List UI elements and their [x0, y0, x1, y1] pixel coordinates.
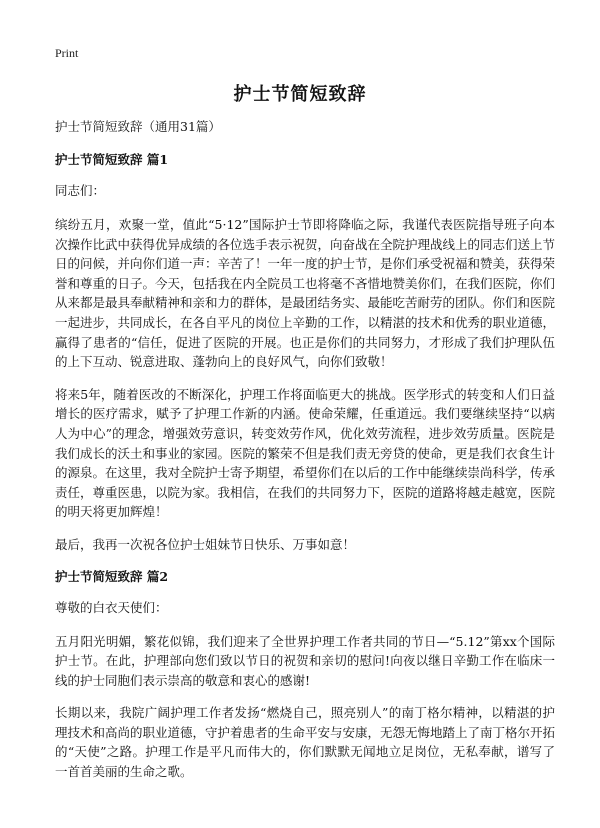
- section-heading: 护士节简短致辞 篇2: [55, 568, 169, 584]
- section-greeting: 尊敬的白衣天使们：: [55, 599, 168, 615]
- section-1: [55, 151, 555, 555]
- paragraph: 缤纷五月，欢聚一堂，值此“5·12”国际护士节即将降临之际，我谨代表医院指导班子向本次操作比武中获得优异成绩的各位选手表示祝贺，向奋战在全院护理战线上的同志们送上节日的问候，并向你们道一声：辛苦了！一年一度的护士节，是你们承受祝福和赞美，获得荣誉和尊重的日子。今天，包括我在内全院员工也将毫不吝惜地赞美你们，在我们医院，你们从来都是最具奉献精神和亲和力的群体，是最团结务实、最能吃苦耐劳的团队。你们和医院一起进步，共同成长，在各自平凡的岗位上辛勤的工作，以精湛的技术和优秀的职业道德，赢得了患者的“信任，促进了医院的开展。也正是你们的共同努力，才形成了我们护理队伍的上下互动、锐意进取、蓬勃向上的良好风气，向你们致敬！: [55, 217, 556, 370]
- print-link[interactable]: Print: [55, 46, 79, 60]
- document-subtitle: 护士节简短致辞（通用31篇）: [55, 119, 221, 134]
- paragraph: 五月阳光明媚，繁花似锦，我们迎来了全世界护理工作者共同的节日—“5.12”第xx个国际护士节。在此，护理部向您们致以节日的祝贺和亲切的慰问!向夜以继日辛勤工作在临床一线的护士同胞们表示崇高的敬意和衷心的感谢!: [55, 633, 555, 688]
- paragraph: 将来5年，随着医改的不断深化，护理工作将面临更大的挑战。医学形式的转变和人们日益增长的医疗需求，赋予了护理工作新的内涵。使命荣耀，任重道远。我们要继续坚持“以病人为中心”的理念，增强效劳意识，转变效劳作风，优化效劳流程，进步效劳质量。医院是我们成长的沃土和事业的家园。医院的繁荣不但是我们责无旁贷的使命，更是我们衣食生计的源泉。在这里，我对全院护士寄予期望，希望你们在以后的工作中能继续崇尚科学，传承责任，尊重医患，以院为家。我相信，在我们的共同努力下，医院的道路将越走越宽，医院的明天将更加辉煌！: [55, 386, 556, 520]
- section-2: [55, 568, 555, 782]
- paragraph: 最后，我再一次祝各位护士姐妹节日快乐、万事如意！: [55, 536, 356, 552]
- section-greeting: 同志们：: [55, 183, 106, 198]
- paragraph: 长期以来，我院广阔护理工作者发扬“燃烧自己，照亮别人”的南丁格尔精神，以精湛的护理技术和高尚的职业道德，守护着患者的生命平安与安康，无怨无悔地踏上了南丁格尔开拓的“天使”之路。护理工作是平凡而伟大的，你们默默无闻地立足岗位，无私奉献，谱写了一首首美丽的生命之歌。: [55, 705, 556, 780]
- document-body: [55, 118, 555, 795]
- section-heading: 护士节简短致辞 篇1: [55, 152, 169, 167]
- page-title: 护士节简短致辞: [233, 84, 367, 105]
